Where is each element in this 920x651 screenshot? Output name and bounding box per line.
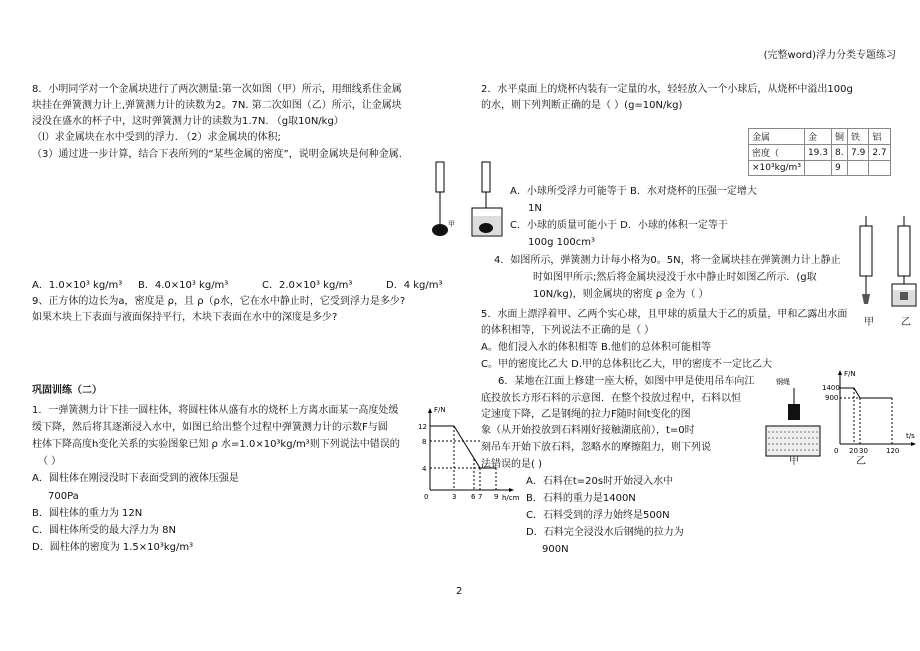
q6-option: A．石料在t=20s时开始浸入水中 [526,476,674,487]
table-cell: 铜 [831,129,847,145]
table-cell: 9 [831,161,847,176]
q6-graph-xlabel: t/s [906,432,915,440]
q1-graph-xtick: 6 [471,493,476,501]
q1-graph-ylabel: F/N [434,406,446,414]
q5-line: 5．水面上漂浮着甲、乙两个实心球，且甲球的质量大于乙的质量，甲和乙露出水面 [481,309,848,320]
q8-line: 块挂在弹簧测力计上,弹簧测力计的读数为2。7N. 第二次如图（乙）所示，让金属块 [32,100,402,111]
q6-option: 900N [542,544,569,555]
q1-line: 柱体下降高度h变化关系的实验图象已知 ρ 水=1.0×10³kg/m³则下列说法中错误的 [32,439,400,450]
q6-line: 象（从开始投放到石料刚好接触湖底前），t=0时 [481,425,695,436]
q6-line: 刻吊车开始下放石料，忽略水的摩擦阻力，则下列说 [481,442,711,453]
q6-option: D．石料完全浸没水后钢绳的拉力为 [526,527,684,538]
q8-line: （3）通过进一步计算，结合下表所列的“某些金属的密度”，说明金属块是何种金属. [32,149,402,160]
q6-graph-ytick: 900 [825,394,839,402]
table-cell [848,161,869,176]
q2-line: 的水，则下列判断正确的是（ ）(g=10N/kg) [481,100,683,111]
table-cell: 8. [831,145,847,161]
q1-option: A．圆柱体在刚浸没时下表面受到的液体压强是 [32,473,239,484]
q8-line: 浸没在盛水的杯子中，这时弹簧测力计的读数为1.7N. （g取10N/kg） [32,116,344,127]
q6-graph-ytick: 1400 [822,384,840,392]
q4-line: 10N/kg)，则金属块的密度 ρ 金为（ ） [533,289,709,300]
q2-option: 100g 100cm³ [528,237,595,248]
q8-line: （l）求金属块在水中受到的浮力. （2）求金属块的体积; [32,132,281,143]
q6-option: B．石料的重力是1400N [526,493,636,504]
q1-graph-ytick: 12 [418,423,427,431]
table-cell [869,161,890,176]
q4-label-jia: 甲 [864,317,874,328]
q8-figure [420,160,530,250]
q6-graph-xtick: 20 [849,447,858,455]
q6-graph-xtick: 30 [859,447,868,455]
table-cell: 铁 [848,129,869,145]
section-title: 巩固训练（二） [32,385,102,396]
q1-line: 1．一弹簧测力计下挂一圆柱体，将圆柱体从盛有水的烧杯上方离水面某一高度处缓 [32,405,399,416]
q6-label-jia: 甲 [789,456,799,467]
q8-option: C．2.0×10³ kg/m³ [262,280,353,291]
q8-option: B．4.0×10³ kg/m³ [138,280,229,291]
q4-line: 时如图甲所示;然后将金属块浸没于水中静止时如图乙所示．(g取 [533,272,817,283]
q8-option: A．1.0×10³ kg/m³ [32,280,123,291]
q6-line: 6．某地在江面上修建一座大桥，如图中甲是使用吊车向江 [498,376,755,387]
q9-line: 9、正方体的边长为a，密度是 ρ，且 ρ（ρ水，它在水中静止时，它受到浮力是多少? [32,296,406,307]
q1-graph-xlabel: h/cm [502,494,520,502]
table-cell: 金 [804,129,831,145]
q6-line: 定速度下降，乙是钢绳的拉力F随时间t变化的图 [481,409,691,420]
q5-line: A。他们浸入水的体积相等 B.他们的总体积可能相等 [481,342,712,353]
q1-graph-xtick: 3 [452,493,457,501]
q8-option: D．4 kg/m³ [386,280,443,291]
q2-option: 1N [528,203,542,214]
q5-line: 的体积相等，下列说法不正确的是（ ） [481,325,655,336]
q6-label-yi: 乙 [856,456,866,467]
q6-line: 底投放长方形石料的示意图．在整个投放过程中，石料以恒 [481,393,741,404]
q1-graph-xtick: 0 [424,493,429,501]
q6-line: 法错误的是( ) [481,459,542,470]
q6-figure-yi [822,368,918,456]
q6-rope-label: 钢绳 [776,378,790,386]
q5-line: C。甲的密度比乙大 D.甲的总体积比乙大，甲的密度不一定比乙大 [481,359,773,370]
q6-graph-ylabel: F/N [844,370,856,378]
q1-graph-ytick: 8 [422,438,427,446]
q1-line: 缓下降，然后将其逐渐浸入水中，如图已给出整个过程中弹簧测力计的示数F与圆 [32,422,388,433]
table-cell: 金属 [749,129,805,145]
q6-graph-xtick: 120 [886,447,900,455]
table-cell: 2.7 [869,145,890,161]
q1-line: （ ） [38,456,62,467]
q1-option: D．圆柱体的密度为 1.5×10³kg/m³ [32,542,194,553]
table-cell: 密度（ [749,145,805,161]
q8-figure-label: 甲 [448,220,455,228]
q2-line: 2．水平桌面上的烧杯内装有一定量的水，轻轻放入一个小球后，从烧杯中溢出100g [481,84,853,95]
q1-option: C．圆柱体所受的最大浮力为 8N [32,525,177,536]
metal-density-table [748,128,891,176]
table-cell: 7.9 [848,145,869,161]
q1-option: B．圆柱体的重力为 12N [32,508,143,519]
q6-graph-xtick: 0 [834,447,839,455]
q1-graph-xtick: 9 [494,493,499,501]
q1-option: 700Pa [48,491,79,502]
table-cell: ×10³kg/m³ [749,161,805,176]
table-cell: 19.3 [804,145,831,161]
q6-option: C．石料受到的浮力始终是500N [526,510,670,521]
q4-figure [856,212,920,322]
page-number: 2 [456,586,463,597]
q1-graph-ytick: 4 [422,465,427,473]
table-cell [804,161,831,176]
q8-line: 8．小明同学对一个金属块进行了两次测量:第一次如图（甲）所示，用细线系住金属 [32,84,402,95]
q2-option: C．小球的质量可能小于 D．小球的体积一定等于 [510,220,728,231]
header-title: (完整word)浮力分类专题练习 [763,50,896,61]
q4-label-yi: 乙 [901,317,911,328]
q4-line: 4．如图所示，弹簧测力计每小格为0。5N，将一金属块挂在弹簧测力计上静止 [494,255,841,266]
q9-line: 如果木块上下表面与液面保持平行，木块下表面在水中的深度是多少? [32,312,338,323]
q2-option: A．小球所受浮力可能等于 B．水对烧杯的压强一定增大 [510,186,757,197]
q1-graph-xtick: 7 [478,493,483,501]
table-cell: 铝 [869,129,890,145]
